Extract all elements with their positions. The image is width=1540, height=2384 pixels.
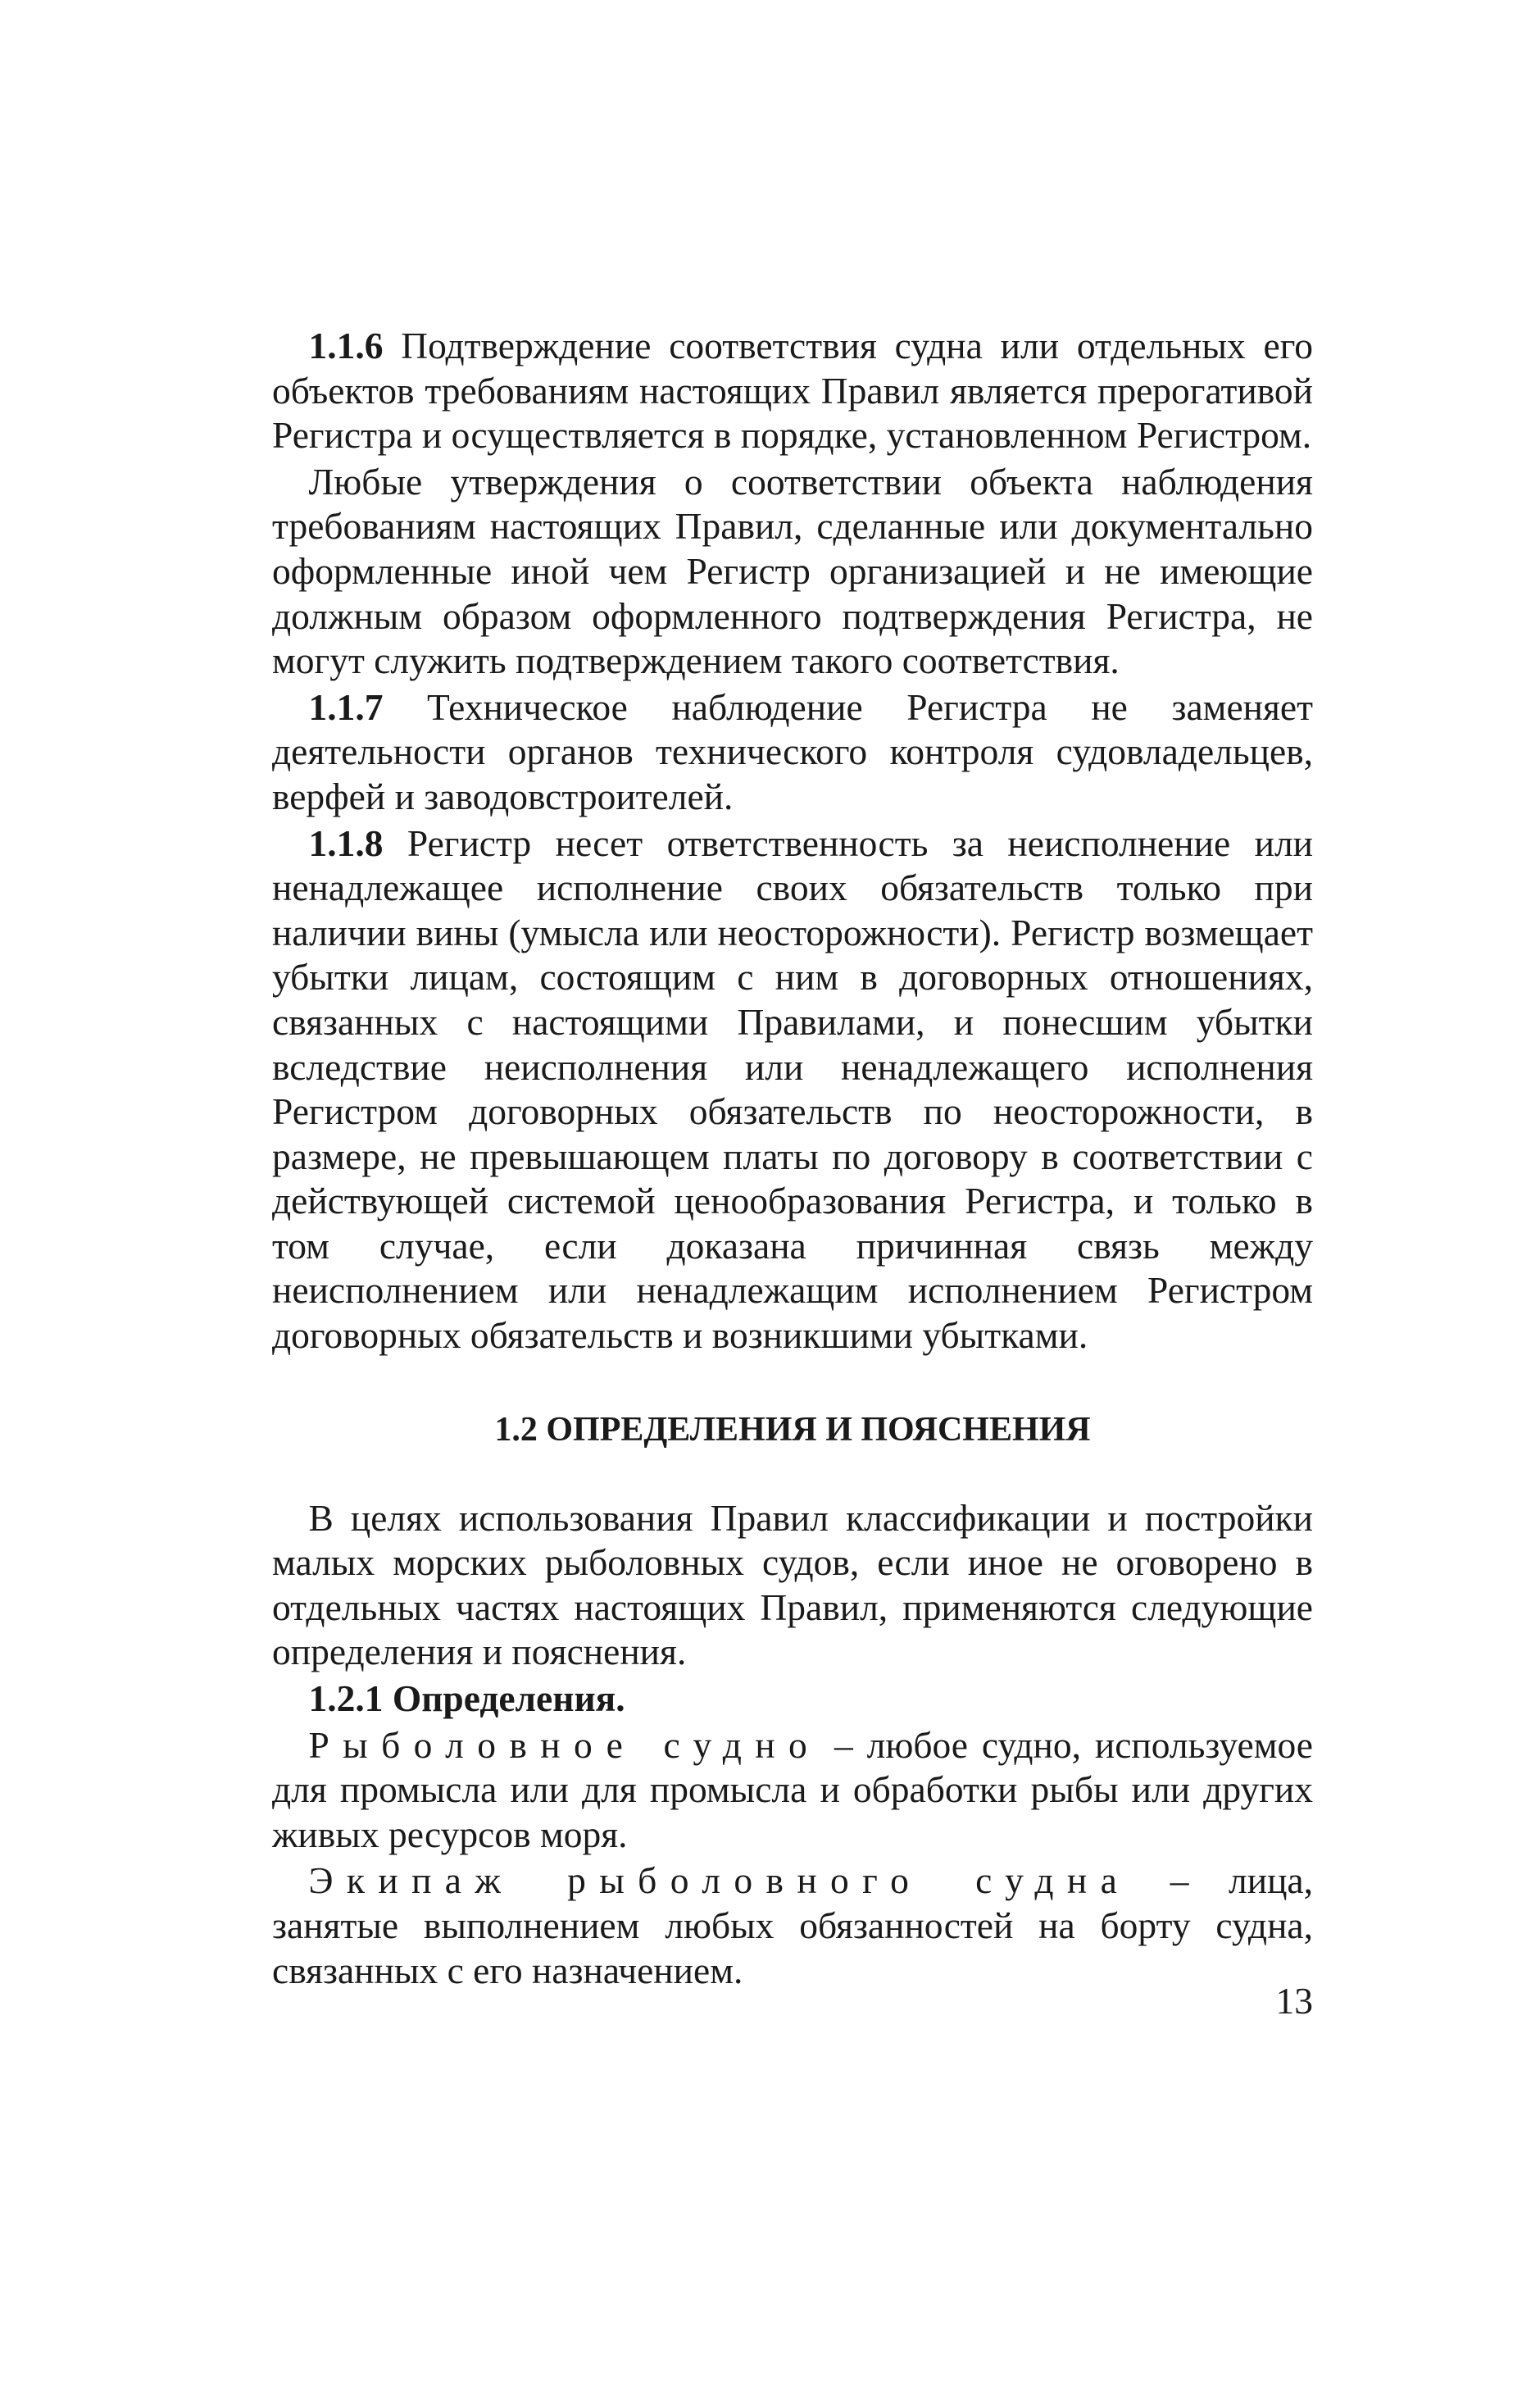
- clause-text: Любые утверждения о соответствии объекта наблюдения требованиям настоящих Правил, сделанные или документально оформленные иной чем Регистр организацией и не имеющие должным образом оформленного подтверждения Регистра, не могут служить подтверждением такого соответствия.: [272, 460, 1313, 682]
- definition-text: – лица, занятые выполнением любых обязанностей на борту судна, связанных с его назначением.: [272, 1859, 1313, 1991]
- paragraph-1-1-8: [272, 821, 1313, 1358]
- paragraph-1-1-6-cont: [272, 460, 1313, 684]
- clause-text: Техническое наблюдение Регистра не заменяет деятельности органов технического контроля судовладельцев, верфей и заводовстроителей.: [272, 685, 1313, 817]
- definition-term: Экипаж рыболовного судна: [308, 1859, 1131, 1902]
- page-number: 13: [1275, 1980, 1313, 2022]
- subheading-text: 1.2.1 Определения.: [308, 1677, 625, 1720]
- clause-number: 1.1.8: [308, 821, 384, 864]
- clause-number: 1.1.7: [308, 685, 384, 728]
- definition-term: Рыболовное судно: [308, 1723, 821, 1766]
- definition-crew: [272, 1859, 1313, 1993]
- definitions-subheading: [272, 1677, 1313, 1722]
- clause-text: Подтверждение соответствия судна или отдельных его объектов требованиям настоящих Правил является прерогативой Регистра и осуществляется в порядке, установленном Регистром.: [272, 325, 1313, 457]
- paragraph-1-1-6: [272, 324, 1313, 458]
- definition-text: – любое судно, используемое для промысла или для промысла и обработки рыбы или других живых ресурсов моря.: [272, 1723, 1314, 1855]
- intro-paragraph: В целях использования Правил классификации и постройки малых морских рыболовных судов, если иное не оговорено в отдельных частях настоящих Правил, применяются следующие определения и пояснения.: [272, 1496, 1313, 1673]
- clause-text: Регистр несет ответственность за неисполнение или ненадлежащее исполнение своих обязательств только при наличии вины (умысла или неосторожности). Регистр возмещает убытки лицам, состоящим с ним в договорных отношениях, связанных с настоящими Правилами, и понесшим убытки вследствие неисполнения или ненадлежащего исполнения Регистром договорных обязательств по неосторожности, в размере, не превышающем платы по договору в соответствии с действующей системой ценообразования Регистра, и только в том случае, если доказана причинная связь между неисполнением или ненадлежащим исполнением Регистром договорных обязательств и возникшими убытками.: [272, 821, 1313, 1357]
- page-body: [272, 324, 1313, 1993]
- paragraph-1-1-7: [272, 685, 1313, 820]
- clause-number: 1.1.6: [308, 325, 384, 366]
- section-heading: 1.2 ОПРЕДЕЛЕНИЯ И ПОЯСНЕНИЯ: [494, 1410, 1091, 1449]
- definition-fishing-vessel: [272, 1723, 1313, 1858]
